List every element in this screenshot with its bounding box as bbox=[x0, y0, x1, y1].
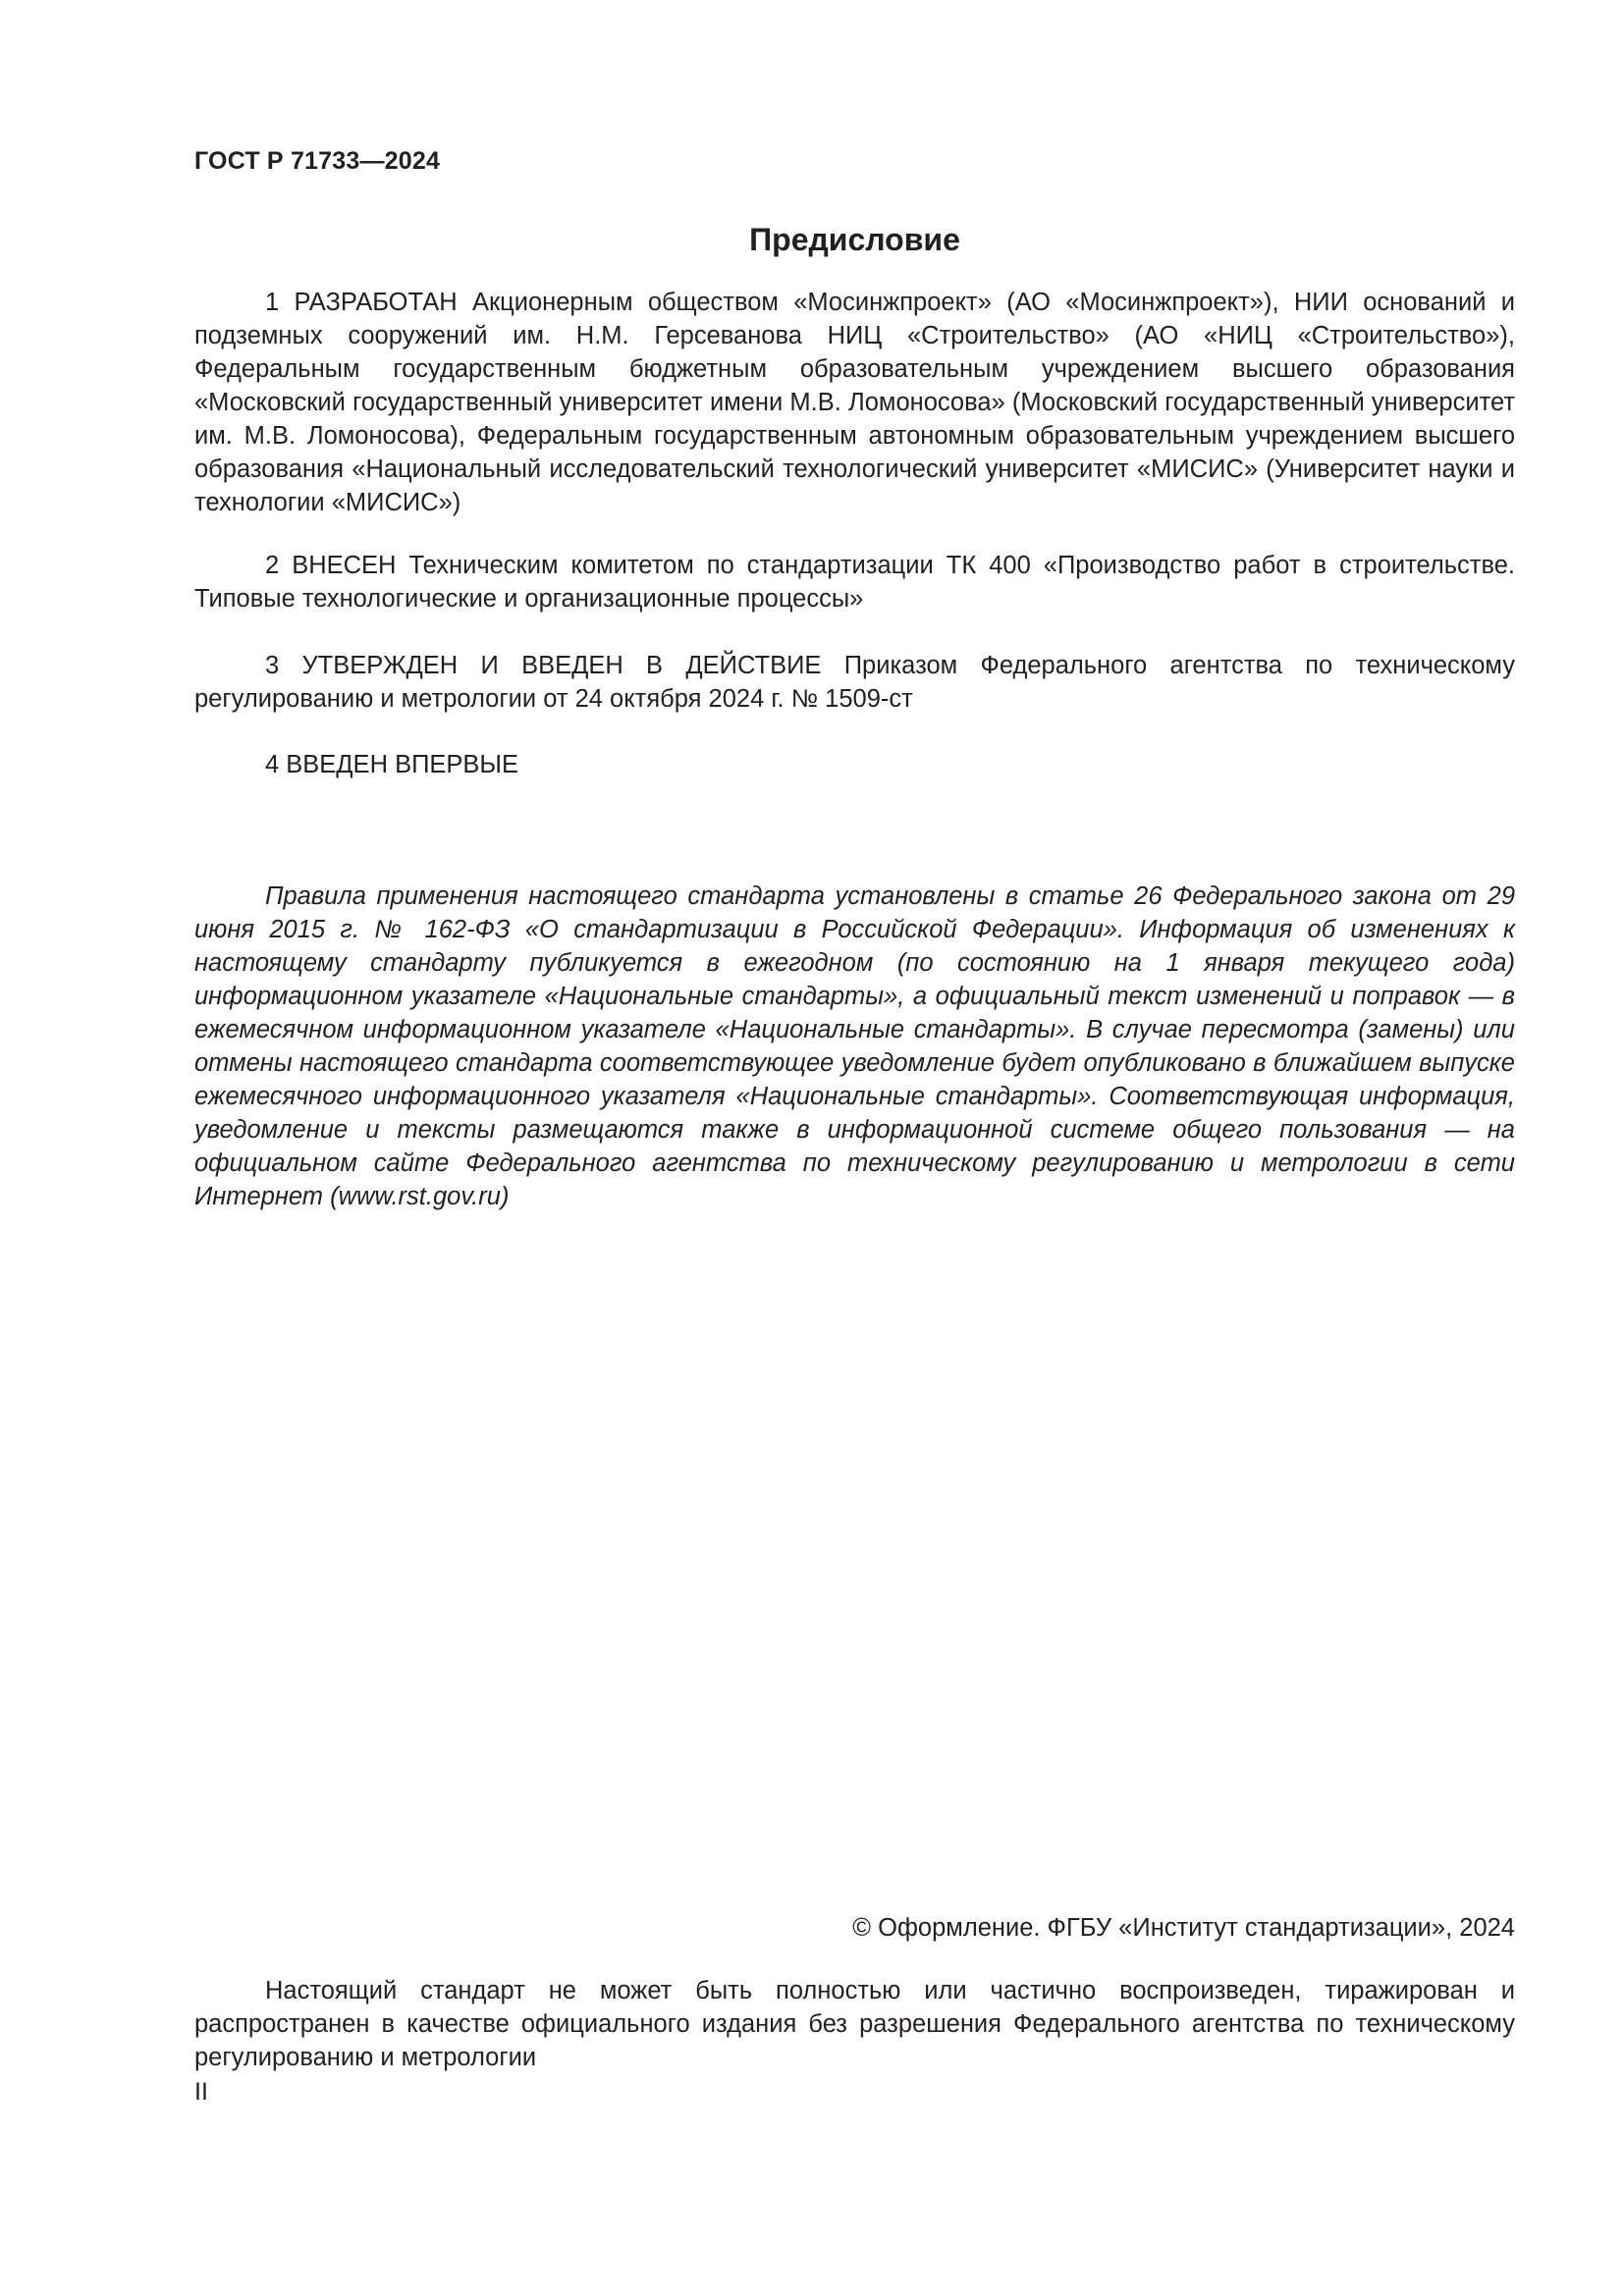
reproduction-notice: Настоящий стандарт не может быть полностью или частично воспроизведен, тиражирован и распространен в качестве официального издания без разрешения Федерального агентства по техническому регулированию и метрологии bbox=[194, 1977, 1515, 2071]
copyright-line: © Оформление. ФГБУ «Институт стандартизации», 2024 bbox=[852, 1914, 1515, 1942]
standard-code-header: ГОСТ Р 71733—2024 bbox=[194, 147, 441, 175]
paragraph-developed-by: 1 РАЗРАБОТАН Акционерным обществом «Мосинжпроект» (АО «Мосинжпроект»), НИИ оснований и подземных сооружений им. Н.М. Герсеванова НИЦ «Строительство» (АО «НИЦ «Строительство»), Федеральным государственным бюджетным образовательным учреждением высшего образования «Московский государственный университет имени М.В. Ломоносова» (Московский государственный университет им. М.В. Ломоносова), Федеральным государственным автономным образовательным учреждением высшего образования «Национальный исследовательский технологический университет «МИСИС» (Университет науки и технологии «МИСИС») bbox=[194, 289, 1515, 516]
paragraph-approved: 3 УТВЕРЖДЕН И ВВЕДЕН В ДЕЙСТВИЕ Приказом Федерального агентства по техническому регулированию и метрологии от 24 октября 2024 г. № 1509-ст bbox=[194, 652, 1515, 713]
page-title: Предисловие bbox=[749, 222, 960, 257]
page-number: II bbox=[194, 2078, 208, 2106]
application-rules-notice: Правила применения настоящего стандарта установлены в статье 26 Федерального закона от 29 июня 2015 г. № 162-ФЗ «О стандартизации в Российской Федерации». Информация об изменениях к настоящему стандарту публикуется в ежегодном (по состоянию на 1 января текущего года) информационном указателе «Национальные стандарты», а официальный текст изменений и поправок — в ежемесячном информационном указателе «Национальные стандарты». В случае пересмотра (замены) или отмены настоящего стандарта соответствующее уведомление будет опубликовано в ближайшем выпуске ежемесячного информационного указателя «Национальные стандарты». Соответствующая информация, уведомление и тексты размещаются также в информационной системе общего пользования — на официальном сайте Федерального агентства по техническому регулированию и метрологии в сети Интернет (www.rst.gov.ru) bbox=[194, 882, 1515, 1210]
paragraph-introduced-by: 2 ВНЕСЕН Техническим комитетом по стандартизации ТК 400 «Производство работ в строительстве. Типовые технологические и организационные процессы» bbox=[194, 552, 1515, 613]
paragraph-first-introduced: 4 ВВЕДЕН ВПЕРВЫЕ bbox=[265, 751, 519, 778]
